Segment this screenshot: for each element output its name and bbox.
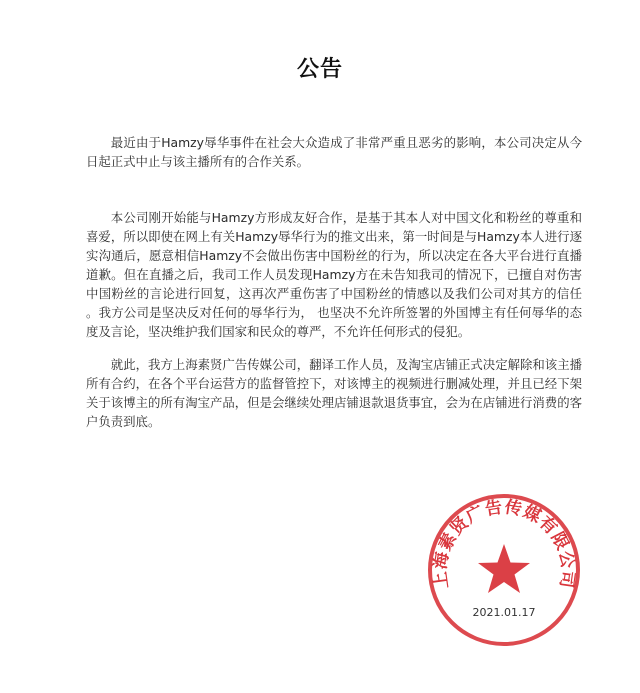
seal-date: 2021.01.17 <box>472 606 536 619</box>
notice-title: 公告 <box>296 57 343 82</box>
paragraph-3: 就此，我方上海素贤广告传媒公司，翻译工作人员，及淘宝店铺正式决定解除和该主播所有合约，在各个平台运营方的监督管控下，对该博主的视频进行删减处理，并且已经下架关于该博主的所有淘宝产品，但是会继续处理店铺退款退货事宜，会为在店铺进行消费的客户负责到底。 <box>86 357 582 429</box>
company-seal <box>424 490 584 650</box>
paragraph-1: 最近由于Hamzy辱华事件在社会大众造成了非常严重且恶劣的影响，本公司决定从今日起正式中止与该主播所有的合作关系。 <box>86 135 582 169</box>
seal-company-name: 上海素贤广告传媒有限公司 <box>430 497 578 590</box>
paragraph-2: 本公司刚开始能与Hamzy方形成友好合作，是基于其本人对中国文化和粉丝的尊重和喜爱，所以即使在网上有关Hamzy辱华行为的推文出来，第一时间是与Hamzy本人进行逐实沟通后，愿意相信Hamzy不会做出伤害中国粉丝的行为，所以决定在各大平台进行直播道歉。但在直播之后，我司工作人员发现Hamzy方在未告知我司的情况下，已擅自对伤害中国粉丝的言论进行回复，这再次严重伤害了中国粉丝的情感以及我们公司对其方的信任 。我方公司是坚决反对任何的辱华行为， 也坚决不允许所签署的外国博主有任何辱华的态度及言论，坚决维护我们国家和民众的尊严，不允许任何形式的侵犯。 <box>86 210 582 339</box>
star-icon <box>478 544 530 593</box>
